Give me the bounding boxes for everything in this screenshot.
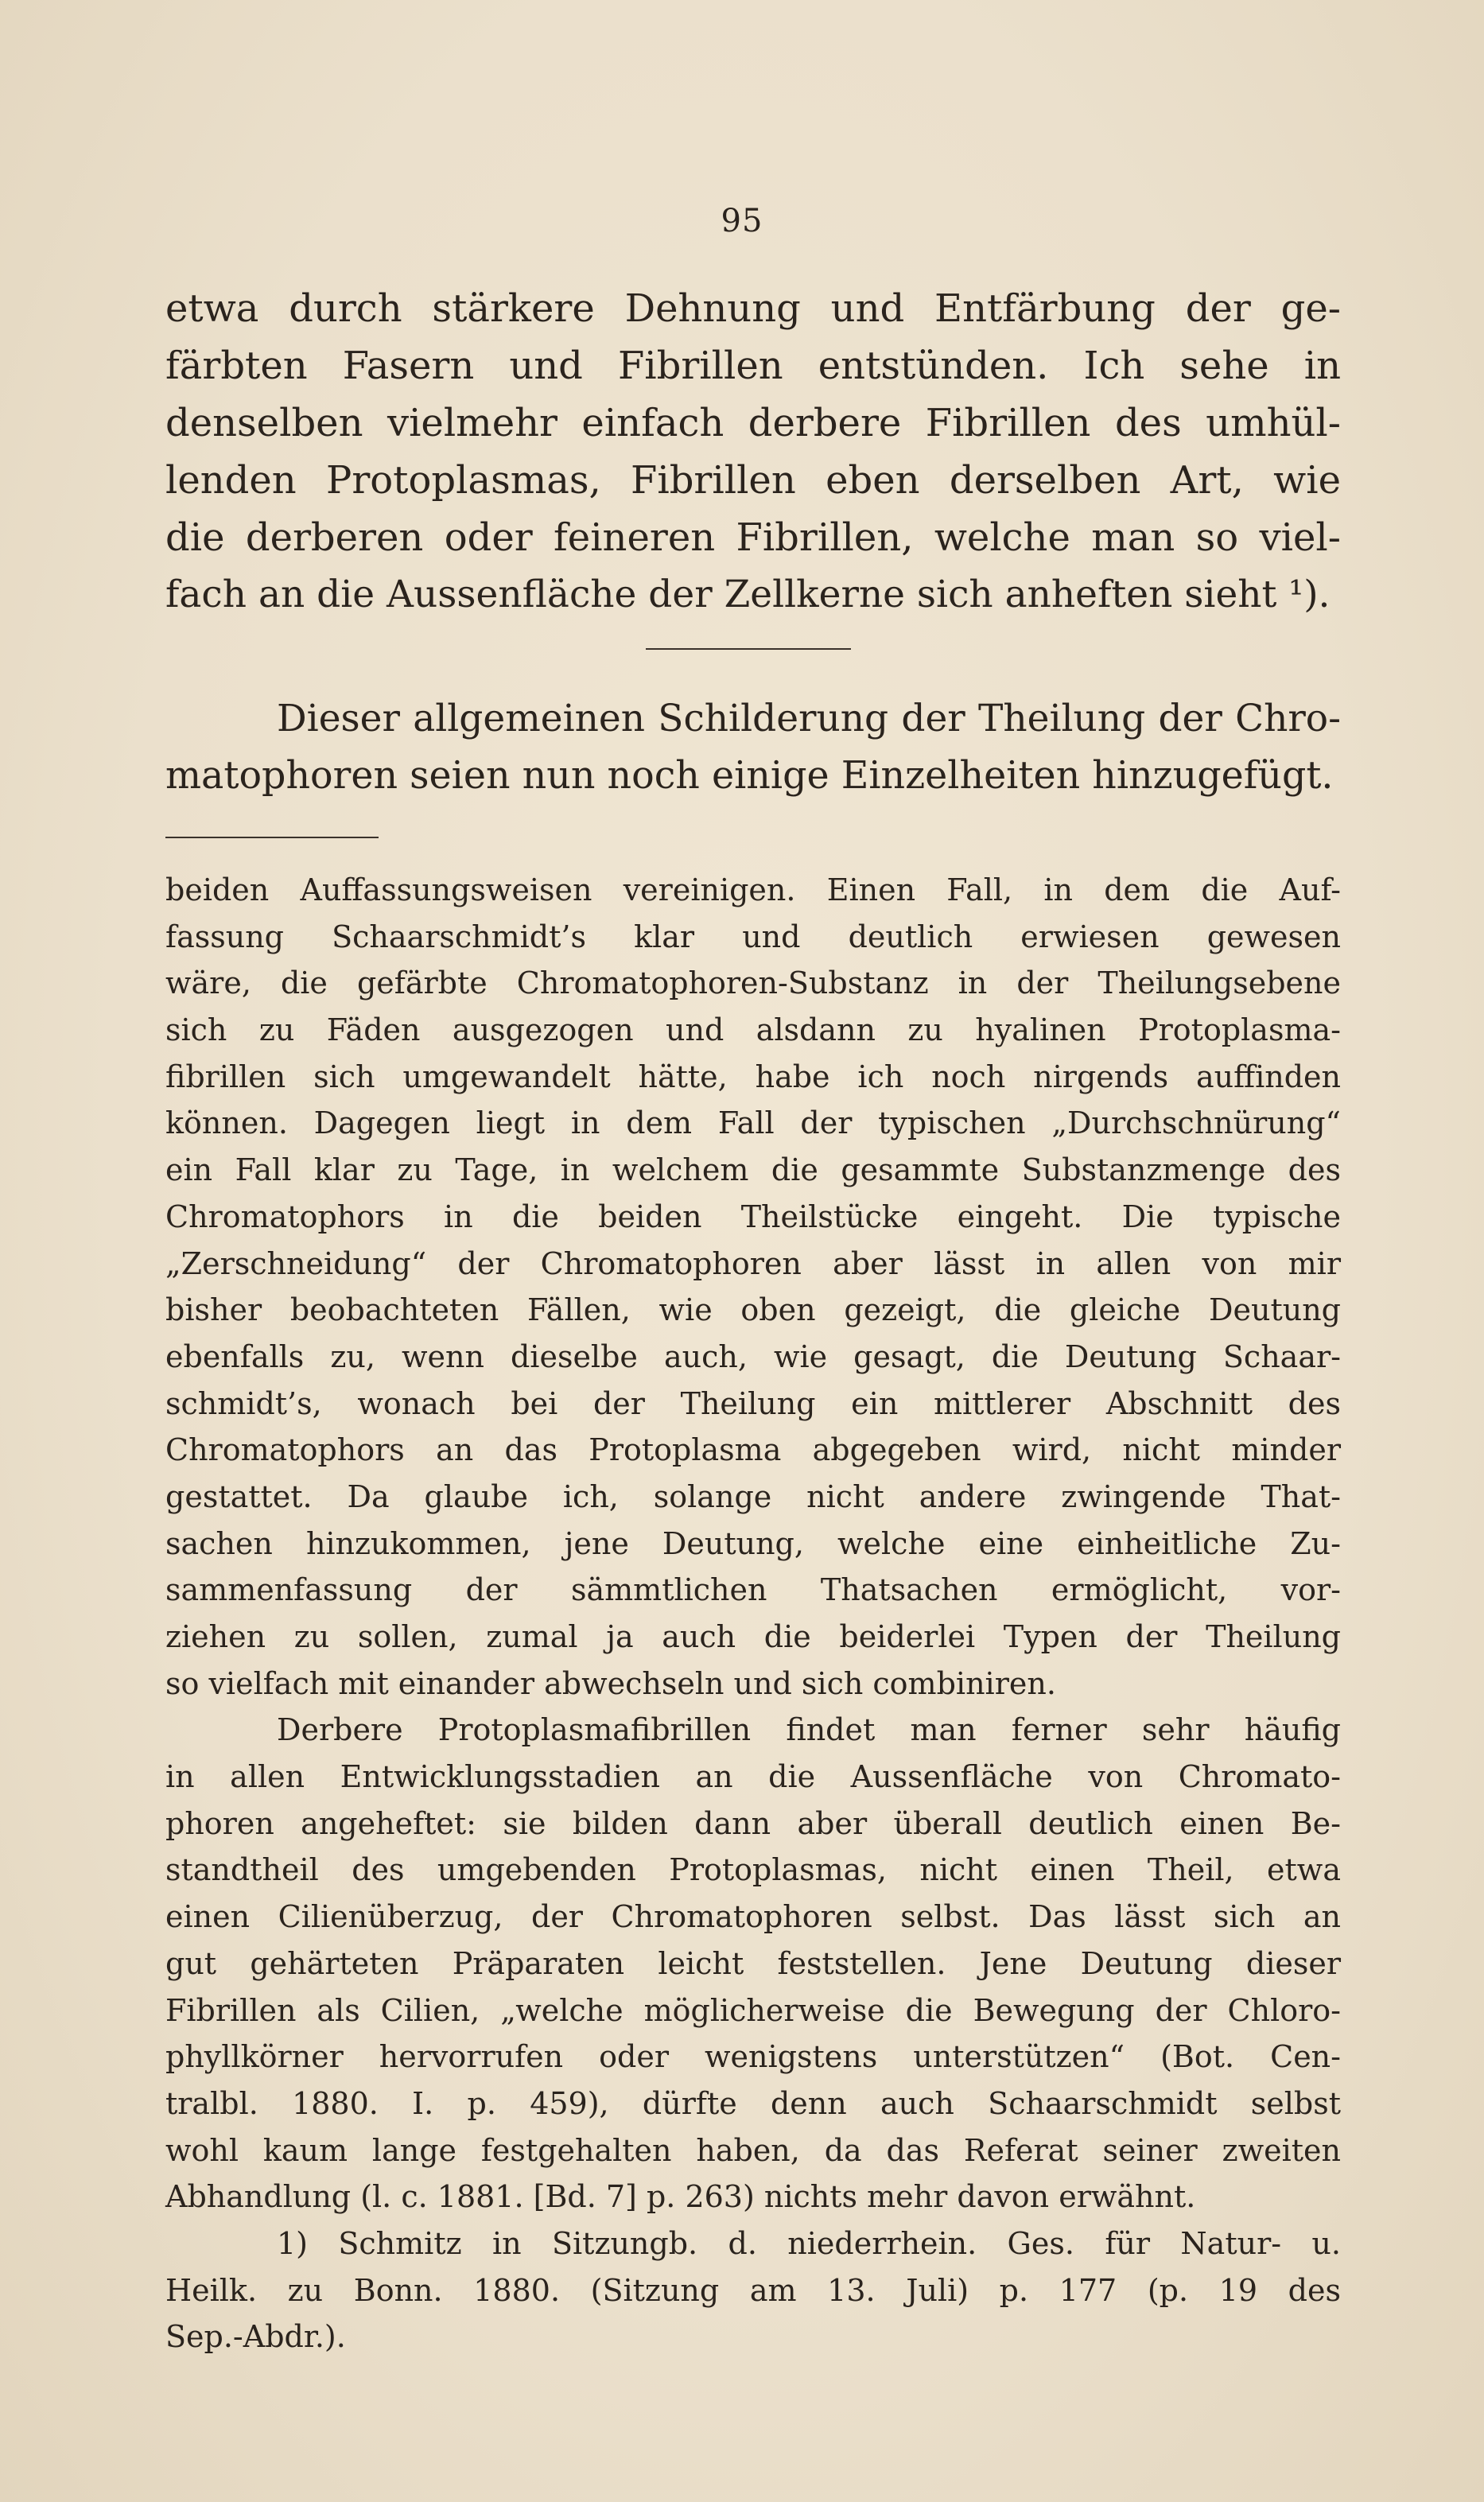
footnote-line: bisher beobachteten Fällen, wie oben gezeigt, die gleiche Deutung [165, 1292, 1341, 1328]
footnote-line: standtheil des umgebenden Protoplasmas, nicht einen Theil, etwa [165, 1852, 1341, 1888]
footnote-line: phoren angeheftet: sie bilden dann aber überall deutlich einen Be- [165, 1805, 1341, 1841]
footnote-line: so vielfach mit einander abwechseln und sich combiniren. [165, 1665, 1056, 1701]
footnote-line: ebenfalls zu, wenn dieselbe auch, wie gesagt, die Deutung Schaar- [165, 1338, 1341, 1374]
footnote-line: Derbere Protoplasmafibrillen findet man ferner sehr häufig [277, 1712, 1341, 1748]
text-line: fach an die Aussenfläche der Zellkerne sich anheften sieht ¹). [165, 573, 1331, 616]
footnote-line: können. Dagegen liegt in dem Fall der typischen „Durchschnürung“ [165, 1105, 1341, 1141]
footnote-line: gut gehärteten Präparaten leicht feststellen. Jene Deutung dieser [165, 1945, 1341, 1981]
text-line: denselben vielmehr einfach derbere Fibrillen des umhül- [165, 401, 1341, 445]
text-line: etwa durch stärkere Dehnung und Entfärbung der ge- [165, 286, 1341, 331]
footnote-line: Fibrillen als Cilien, „welche möglicherweise die Bewegung der Chloro- [165, 1992, 1341, 2028]
page-number: 95 [721, 203, 763, 239]
footnote-1-line: Sep.-Abdr.). [165, 2319, 346, 2355]
footnote-line: fibrillen sich umgewandelt hätte, habe ich noch nirgends auffinden [165, 1059, 1341, 1094]
footnote-divider [165, 837, 379, 838]
footnote-line: ziehen zu sollen, zumal ja auch die beiderlei Typen der Theilung [165, 1619, 1341, 1654]
text-line: matophoren seien nun noch einige Einzelheiten hinzugefügt. [165, 754, 1334, 798]
footnote-1-line: 1) Schmitz in Sitzungb. d. niederrhein. Ges. für Natur- u. [277, 2225, 1341, 2261]
text-line: die derberen oder feineren Fibrillen, welche man so viel- [165, 515, 1341, 560]
footnote-line: „Zerschneidung“ der Chromatophoren aber lässt in allen von mir [165, 1245, 1341, 1281]
text-line: Dieser allgemeinen Schilderung der Theilung der Chro- [277, 697, 1341, 740]
section-divider [646, 648, 851, 650]
text-line: lenden Protoplasmas, Fibrillen eben derselben Art, wie [165, 458, 1341, 503]
footnote-line: ein Fall klar zu Tage, in welchem die gesammte Substanzmenge des [165, 1152, 1341, 1188]
main-paragraph-2 [165, 690, 1341, 805]
footnote-line: Chromatophors in die beiden Theilstücke eingeht. Die typische [165, 1199, 1341, 1234]
footnote-area [165, 867, 1341, 2360]
footnote-line: Chromatophors an das Protoplasma abgegeben wird, nicht minder [165, 1432, 1341, 1468]
footnote-line: in allen Entwicklungsstadien an die Aussenfläche von Chromato- [165, 1759, 1341, 1795]
footnote-line: wäre, die gefärbte Chromatophoren-Substanz in der Theilungsebene [165, 965, 1341, 1001]
footnote-line: beiden Auffassungsweisen vereinigen. Einen Fall, in dem die Auf- [165, 872, 1341, 907]
footnote-line: fassung Schaarschmidt’s klar und deutlich erwiesen gewesen [165, 919, 1341, 954]
footnote-line: schmidt’s, wonach bei der Theilung ein mittlerer Abschnitt des [165, 1385, 1341, 1421]
main-paragraph-1 [165, 280, 1341, 624]
footnote-line: sammenfassung der sämmtlichen Thatsachen ermöglicht, vor- [165, 1572, 1341, 1608]
footnote-line: sachen hinzukommen, jene Deutung, welche eine einheitliche Zu- [165, 1525, 1341, 1561]
footnote-line: tralbl. 1880. I. p. 459), dürfte denn auch Schaarschmidt selbst [165, 2085, 1341, 2121]
footnote-line: wohl kaum lange festgehalten haben, da das Referat seiner zweiten [165, 2132, 1341, 2168]
footnote-line: sich zu Fäden ausgezogen und alsdann zu hyalinen Protoplasma- [165, 1012, 1341, 1048]
text-line: färbten Fasern und Fibrillen entstünden. Ich sehe in [165, 344, 1341, 388]
footnote-line: einen Cilienüberzug, der Chromatophoren selbst. Das lässt sich an [165, 1899, 1341, 1935]
footnote-line: gestattet. Da glaube ich, solange nicht andere zwingende That- [165, 1478, 1341, 1514]
footnote-line: phyllkörner hervorrufen oder wenigstens unterstützen“ (Bot. Cen- [165, 2039, 1341, 2075]
footnote-line: Abhandlung (l. c. 1881. [Bd. 7] p. 263) nichts mehr davon erwähnt. [165, 2179, 1196, 2215]
footnote-1-line: Heilk. zu Bonn. 1880. (Sitzung am 13. Juli) p. 177 (p. 19 des [165, 2272, 1341, 2308]
